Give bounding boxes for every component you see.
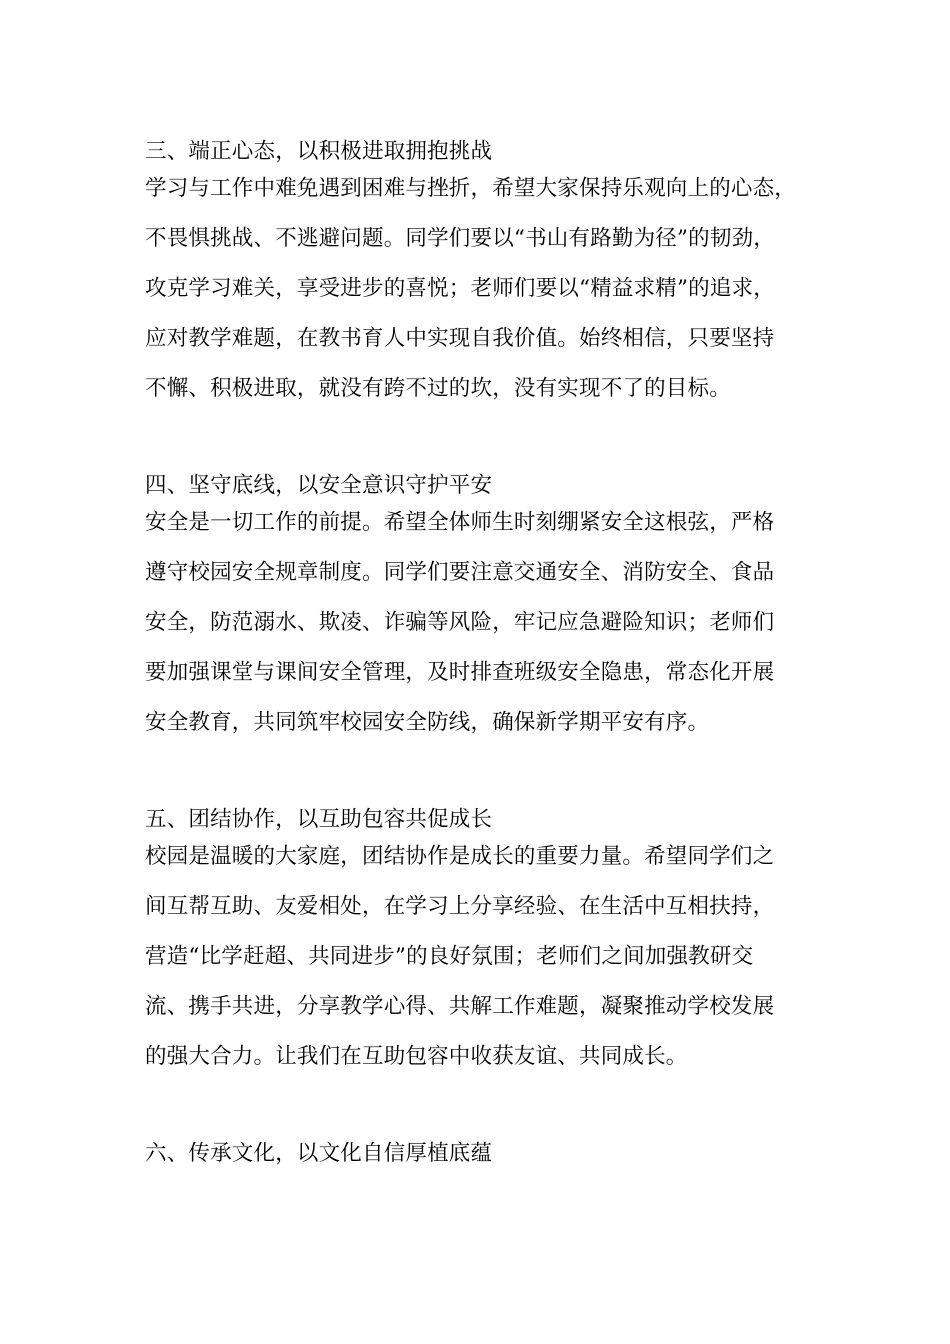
section-heading: 五、团结协作，以互助包容共促成长 xyxy=(145,807,493,832)
section-heading: 六、传承文化，以文化自信厚植底蕴 xyxy=(145,1141,493,1166)
paragraph-line: 校园是温暖的大家庭，团结协作是成长的重要力量。希望同学们之 xyxy=(145,844,775,869)
paragraph-line: 学习与工作中难免遇到困难与挫折，希望大家保持乐观向上的心态， xyxy=(145,176,797,201)
paragraph-line: 攻克学习难关，享受进步的喜悦；老师们要以“精益求精”的追求， xyxy=(145,276,775,301)
paragraph-line: 应对教学难题，在教书育人中实现自我价值。始终相信，只要坚持 xyxy=(145,326,775,351)
paragraph-line: 安全，防范溺水、欺凌、诈骗等风险，牢记应急避险知识；老师们 xyxy=(145,610,775,635)
paragraph-line: 不畏惧挑战、不逃避问题。同学们要以“书山有路勤为径”的韧劲， xyxy=(145,226,775,251)
section-4 xyxy=(145,466,835,753)
paragraph-line: 安全教育，共同筑牢校园安全防线，确保新学期平安有序。 xyxy=(145,710,710,735)
paragraph-line: 不懈、积极进取，就没有跨不过的坎，没有实现不了的目标。 xyxy=(145,376,731,401)
document-body xyxy=(145,132,835,1171)
paragraph-line: 流、携手共进，分享教学心得、共解工作难题，凝聚推动学校发展 xyxy=(145,994,775,1019)
paragraph-line: 要加强课堂与课间安全管理，及时排查班级安全隐患，常态化开展 xyxy=(145,660,775,685)
section-3 xyxy=(145,132,835,419)
paragraph-line: 营造“比学赶超、共同进步”的良好氛围；老师们之间加强教研交 xyxy=(145,944,754,969)
paragraph-line: 安全是一切工作的前提。希望全体师生时刻绷紧安全这根弦，严格 xyxy=(145,510,775,535)
paragraph-line: 的强大合力。让我们在互助包容中收获友谊、共同成长。 xyxy=(145,1044,688,1069)
section-6 xyxy=(145,1134,835,1171)
section-5 xyxy=(145,800,835,1087)
section-heading: 四、坚守底线，以安全意识守护平安 xyxy=(145,473,493,498)
section-heading: 三、端正心态，以积极进取拥抱挑战 xyxy=(145,139,493,164)
paragraph-line: 间互帮互助、友爱相处，在学习上分享经验、在生活中互相扶持， xyxy=(145,894,775,919)
paragraph-line: 遵守校园安全规章制度。同学们要注意交通安全、消防安全、食品 xyxy=(145,560,775,585)
